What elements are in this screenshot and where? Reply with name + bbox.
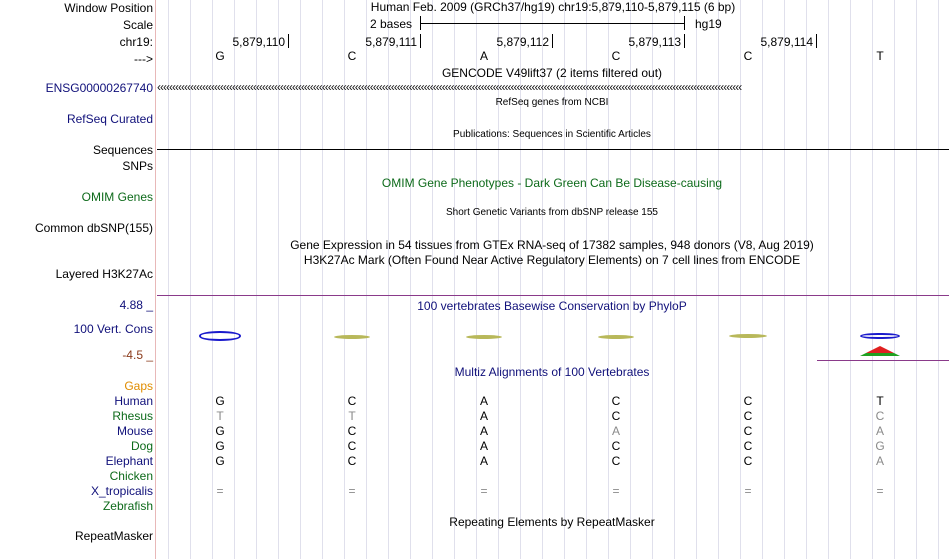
aligned-base: = [744,484,752,498]
aligned-base: A [479,409,489,423]
aligned-base: = [216,484,224,498]
species-label[interactable]: X_tropicalis [90,484,153,498]
omim-track-title[interactable]: OMIM Gene Phenotypes - Dark Green Can Be Disease-causing [381,176,723,190]
cons-baseline [817,360,949,361]
cons-max-label: 4.88 _ [119,298,153,312]
species-label[interactable]: Chicken [109,469,153,483]
reference-base: C [743,49,753,63]
aligned-base: T [876,394,884,408]
species-label[interactable]: Dog [130,439,153,453]
scale-value: 2 bases [370,17,413,31]
position-tick [288,34,289,48]
dbsnp-track-label[interactable]: Common dbSNP(155) [34,221,153,235]
conservation-logo [199,331,241,340]
aligned-base: C [347,424,357,438]
aligned-base: G [875,439,885,453]
species-label[interactable]: Human [114,394,153,408]
aligned-base: C [743,454,753,468]
aligned-base: = [348,484,356,498]
aligned-base: A [479,424,489,438]
aligned-base: C [347,394,357,408]
aligned-base: C [743,424,753,438]
aligned-base: T [216,409,224,423]
aligned-base: C [347,439,357,453]
refseq-track-title[interactable]: RefSeq genes from NCBI [495,97,609,108]
aligned-base: A [479,394,489,408]
aligned-base: = [612,484,620,498]
aligned-base: C [743,394,753,408]
gencode-track-title[interactable]: GENCODE V49lift37 (2 items filtered out) [441,66,663,80]
aligned-base: C [875,409,885,423]
position-tick [684,34,685,48]
aligned-base: = [876,484,884,498]
snps-label[interactable]: SNPs [122,159,153,173]
sequences-label[interactable]: Sequences [92,143,153,157]
sequences-line [157,149,949,150]
aligned-base: A [875,454,885,468]
assembly-position-text: Human Feb. 2009 (GRCh37/hg19) chr19:5,879,110-5,879,115 (6 bp) [370,0,736,14]
position-tick [816,34,817,48]
position-tick [552,34,553,48]
position-label: 5,879,114 [760,35,813,49]
aligned-base: C [743,409,753,423]
aligned-base: G [215,439,225,453]
aligned-base: G [215,454,225,468]
species-label[interactable]: Zebrafish [102,499,153,513]
publications-track-title[interactable]: Publications: Sequences in Scientific Articles [453,129,651,140]
gencode-gene-link[interactable]: ENSG00000267740 [45,81,153,95]
position-label: 5,879,112 [496,35,549,49]
strand-label: ---> [134,52,153,66]
conservation-logo [334,335,370,339]
aligned-base: A [875,424,885,438]
reference-base: T [876,49,884,63]
aligned-base: A [479,454,489,468]
aligned-base: A [479,439,489,453]
repeatmasker-track-title[interactable]: Repeating Elements by RepeatMasker [449,515,655,529]
conservation-logo [466,335,502,339]
gencode-transcript[interactable]: ‹‹‹‹‹‹‹‹‹‹‹‹‹‹‹‹‹‹‹‹‹‹‹‹‹‹‹‹‹‹‹‹‹‹‹‹‹‹‹‹‹‹‹‹‹‹‹‹‹‹‹‹‹‹‹‹‹‹‹‹‹‹‹‹‹‹‹‹‹‹‹‹‹‹‹‹‹‹‹‹‹‹‹‹‹‹‹‹‹‹‹‹‹‹‹‹‹‹‹‹‹‹‹‹‹‹‹‹‹‹‹‹‹‹‹‹‹‹‹‹‹‹‹‹‹‹‹‹‹‹‹‹‹‹‹‹‹‹‹‹‹‹‹‹‹‹‹‹‹‹‹‹‹‹‹‹‹‹‹‹‹‹‹‹‹‹‹‹‹‹‹‹‹‹‹‹‹‹‹‹‹‹‹‹‹‹‹‹‹‹‹‹‹‹‹ [157,80,742,94]
reference-base: C [611,49,621,63]
gtex-track-title[interactable]: Gene Expression in 54 tissues from GTEx RNA-seq of 17382 samples, 948 donors (V8, Aug 2019) [290,238,814,252]
scale-db: hg19 [695,17,722,31]
h3k27ac-track-label[interactable]: Layered H3K27Ac [55,267,153,281]
window-position-label: Window Position [64,1,153,15]
aligned-base: C [611,394,621,408]
species-label[interactable]: Mouse [116,424,153,438]
conservation-logo [598,335,634,339]
reference-base: G [215,49,225,63]
gaps-label: Gaps [124,379,153,393]
h3k27ac-signal-line [157,295,949,296]
aligned-base: C [611,454,621,468]
species-label[interactable]: Rhesus [112,409,153,423]
position-label: 5,879,110 [232,35,285,49]
aligned-base: T [348,409,356,423]
position-tick [420,34,421,48]
species-label[interactable]: Elephant [105,454,153,468]
h3k27ac-track-title[interactable]: H3K27Ac Mark (Often Found Near Active Regulatory Elements) on 7 cell lines from ENCODE [303,253,801,267]
cons-track-label[interactable]: 100 Vert. Cons [73,322,153,336]
aligned-base: = [480,484,488,498]
aligned-base: C [611,409,621,423]
repeatmasker-track-label[interactable]: RepeatMasker [74,529,153,543]
scale-label: Scale [122,18,153,32]
omim-track-label[interactable]: OMIM Genes [81,190,153,204]
position-label: 5,879,113 [628,35,681,49]
chrom-label: chr19: [119,35,153,49]
aligned-base: C [743,439,753,453]
reference-base: C [347,49,357,63]
refseq-track-label[interactable]: RefSeq Curated [66,112,153,126]
reference-base: A [479,49,489,63]
aligned-base: C [347,454,357,468]
cons-min-label: -4.5 _ [122,348,153,362]
aligned-base: G [215,424,225,438]
position-label: 5,879,111 [365,35,417,49]
cons-track-title[interactable]: 100 vertebrates Basewise Conservation by PhyloP [417,299,687,313]
aligned-base: A [611,424,621,438]
dbsnp-track-title[interactable]: Short Genetic Variants from dbSNP release 155 [446,207,658,218]
aligned-base: G [215,394,225,408]
label-separator [155,0,156,559]
multiz-track-title[interactable]: Multiz Alignments of 100 Vertebrates [454,365,650,379]
aligned-base: C [611,439,621,453]
